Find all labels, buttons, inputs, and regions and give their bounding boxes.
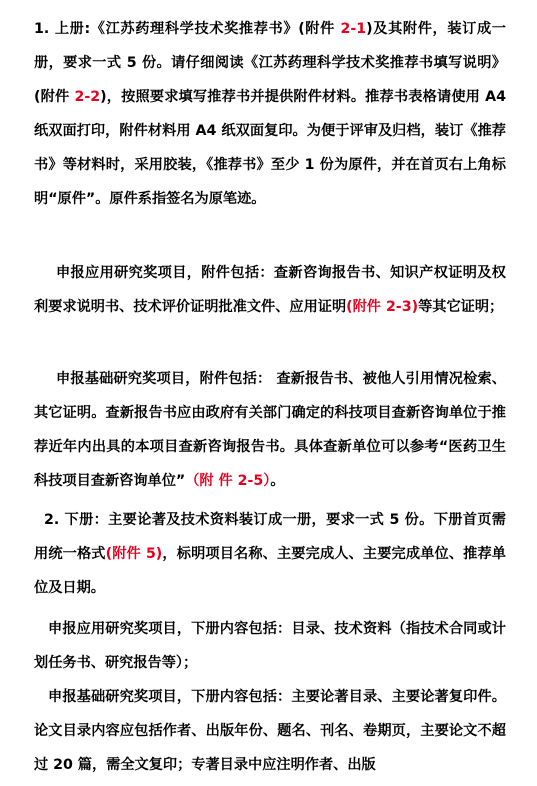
paragraph-upper-volume: [34, 12, 506, 216]
attachment-reference: 2-1: [340, 21, 367, 37]
paragraph-text: )及其附件，装订成一册，要求一式 5 份。请仔细阅读《江苏药理科学技术奖推荐书填写说明》(附件: [34, 21, 506, 105]
attachment-reference: 2-2: [74, 89, 101, 105]
paragraph-text: 2. 下册：主要论著及技术资料装订成一册，要求一式 5 份。下册首页需用统一格式: [34, 512, 506, 562]
paragraph-basic-research-lower-contents: [34, 680, 506, 782]
paragraph-applied-research-lower-contents: [34, 612, 506, 680]
attachment-reference: （附 件 2-5）: [185, 473, 271, 489]
paragraph-text: 等其它证明；: [418, 299, 504, 315]
paragraph-text: 申报应用研究奖项目，附件包括：查新咨询报告书、知识产权证明及权利要求说明书、技术评价证明批准文件、应用证明: [34, 265, 506, 315]
paragraph-text: 。: [270, 473, 285, 489]
paragraph-text: ，标明项目名称、主要完成人、主要完成单位、推荐单位及日期。: [34, 546, 506, 596]
paragraph-text: 申报应用研究奖项目，下册内容包括：目录、技术资料（指技术合同或计划任务书、研究报告等）；: [34, 621, 506, 671]
paragraph-text: 申报基础研究奖项目，附件包括： 查新报告书、被他人引用情况检索、其它证明。查新报告书应由政府有关部门确定的科技项目查新咨询单位于推荐近年内出具的本项目查新咨询报告书。具体查新单位可以参考“医药卫生科技项目查新咨询单位”: [34, 371, 506, 489]
paragraph-applied-research-attachments: [34, 256, 506, 324]
paragraph-text: )，按照要求填写推荐书并提供附件材料。推荐书表格请使用 A4 纸双面打印，附件材料用 A4 纸双面复印。为便于评审及归档，装订《推荐书》等材料时，采用胶装，《推荐书》至少 1 份为原件，并在首页右上角标明“原件”。原件系指签名为原笔迹。: [34, 89, 506, 207]
paragraph-lower-volume: [34, 503, 506, 605]
paragraph-text: 1. 上册:《江苏药理科学技术奖推荐书》(附件: [34, 21, 341, 37]
paragraph-text: 申报基础研究奖项目，下册内容包括：主要论著目录、主要论著复印件。论文目录内容应包括作者、出版年份、题名、刊名、卷期页，主要论文不超过 20 篇，需全文复印；专著目录中应注明作者、出版: [34, 689, 506, 773]
attachment-reference: (附件 5): [105, 546, 163, 562]
paragraph-basic-research-attachments: [34, 362, 506, 498]
attachment-reference: (附件 2-3): [346, 299, 419, 315]
